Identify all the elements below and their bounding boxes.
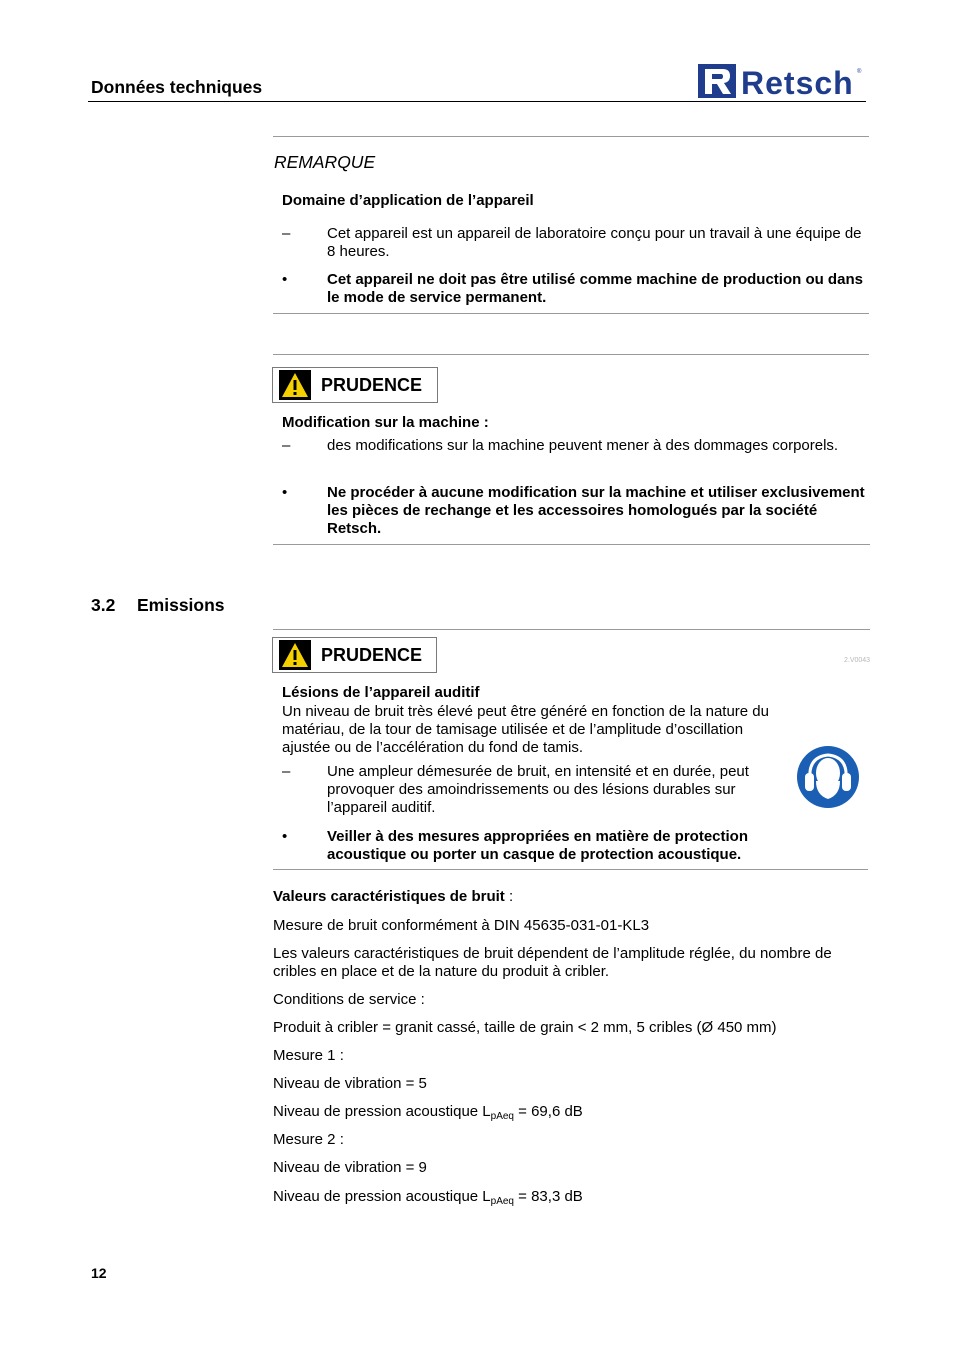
pressure-subscript: pAeq xyxy=(490,1196,514,1207)
caution1-label: PRUDENCE xyxy=(321,375,423,395)
caution1-top-rule xyxy=(273,354,869,355)
caution2-top-rule xyxy=(273,629,870,630)
caution2-banner xyxy=(272,637,437,673)
caution1-bottom-rule xyxy=(273,544,870,545)
pressure-subscript: pAeq xyxy=(490,1111,514,1122)
noise-pressure1 xyxy=(273,1103,583,1121)
pressure-value: = 69,6 dB xyxy=(514,1103,583,1120)
caution1-banner xyxy=(272,367,438,403)
caution1-item-marker: – xyxy=(282,437,291,454)
note-heading: Domaine d’application de l’appareil xyxy=(282,192,534,209)
warning-triangle-icon xyxy=(279,640,311,670)
page-header-title: Données techniques xyxy=(91,77,263,97)
noise-standard: Mesure de bruit conformément à DIN 45635-031-01-KL3 xyxy=(273,917,650,934)
caution2-heading: Lésions de l’appareil auditif xyxy=(282,684,480,701)
note-bottom-rule xyxy=(273,313,869,314)
note-top-rule xyxy=(273,136,869,137)
noise-heading-suffix: : xyxy=(504,888,514,905)
section-title: Emissions xyxy=(137,595,225,615)
warning-triangle-icon xyxy=(279,370,311,400)
retsch-logo xyxy=(697,61,863,99)
noise-pressure2 xyxy=(273,1188,583,1206)
caution1-item-bold: Ne procéder à aucune modification sur la machine et utiliser exclusivement les pièces de rechange et les accessoires homologués par la société Retsch. xyxy=(327,484,865,537)
note-title: REMARQUE xyxy=(274,152,376,172)
caution2-bottom-rule xyxy=(273,869,868,870)
caution1-heading: Modification sur la machine : xyxy=(282,414,489,431)
caution2-item-marker: – xyxy=(282,763,291,780)
caution1-item-marker: • xyxy=(282,484,288,501)
pressure-prefix: Niveau de pression acoustique L xyxy=(273,1103,491,1120)
caution2-code: 2.V0043 xyxy=(844,657,871,664)
caution2-label: PRUDENCE xyxy=(321,645,423,665)
noise-product: Produit à cribler = granit cassé, taille de grain < 2 mm, 5 cribles (Ø 450 mm) xyxy=(273,1019,777,1036)
note-item: Cet appareil est un appareil de laboratoire conçu pour un travail à une équipe de 8 heures. xyxy=(327,225,862,260)
note-item-bold: Cet appareil ne doit pas être utilisé comme machine de production ou dans le mode de service permanent. xyxy=(327,271,863,306)
caution2-item-bold: Veiller à des mesures appropriées en matière de protection acoustique ou porter un casque de protection acoustique. xyxy=(327,828,749,863)
noise-vibration1: Niveau de vibration = 5 xyxy=(273,1075,427,1092)
pressure-value: = 83,3 dB xyxy=(514,1188,583,1205)
caution2-intro: Un niveau de bruit très élevé peut être généré en fonction de la nature du matériau, de la tour de tamisage utilisée et de l’amplitude d’oscillation ajustée ou de l’accélération du fond de tamis. xyxy=(282,703,769,756)
ear-protection-icon xyxy=(794,743,862,811)
noise-heading-line xyxy=(273,888,513,906)
header-divider xyxy=(88,101,866,102)
pressure-prefix: Niveau de pression acoustique L xyxy=(273,1188,491,1205)
note-item-marker: – xyxy=(282,225,291,242)
noise-dependency: Les valeurs caractéristiques de bruit dépendent de l’amplitude réglée, du nombre de cribles en place et de la nature du produit à cribler. xyxy=(273,945,832,980)
caution1-item: des modifications sur la machine peuvent mener à des dommages corporels. xyxy=(327,437,839,454)
page-number: 12 xyxy=(91,1265,107,1281)
caution2-item: Une ampleur démesurée de bruit, en intensité et en durée, peut provoquer des amoindrissements ou des lésions durables sur l’appareil auditif. xyxy=(327,763,749,816)
section-number: 3.2 xyxy=(91,595,116,615)
caution2-item-marker: • xyxy=(282,828,288,845)
note-item-marker: • xyxy=(282,271,288,288)
svg-text:®: ® xyxy=(857,69,862,75)
noise-vibration2: Niveau de vibration = 9 xyxy=(273,1159,427,1176)
noise-measure2: Mesure 2 : xyxy=(273,1131,344,1148)
svg-text:Retsch: Retsch xyxy=(741,65,854,99)
noise-heading: Valeurs caractéristiques de bruit xyxy=(273,888,505,905)
noise-measure1: Mesure 1 : xyxy=(273,1047,344,1064)
noise-conditions: Conditions de service : xyxy=(273,991,425,1008)
